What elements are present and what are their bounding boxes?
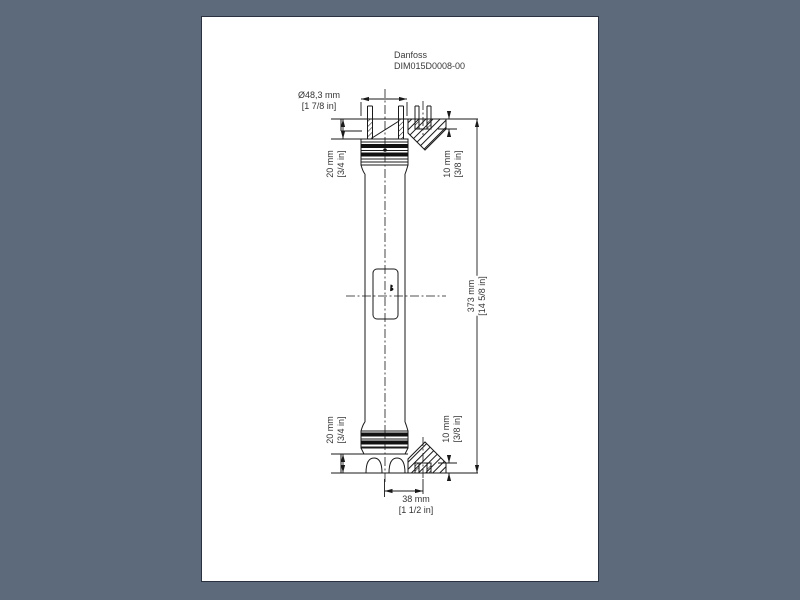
drawing-number: DIM015D0008-00	[394, 61, 466, 71]
nameplate-logo-mark	[390, 284, 393, 291]
drawing-title-block	[394, 50, 465, 72]
brand-name: Danfoss	[394, 50, 428, 60]
dimension-label-top-left-depth: 20 mm [3/4 in]	[325, 150, 346, 178]
dimension-label-bottom-port-offset: 38 mm [1 1/2 in]	[398, 494, 434, 515]
dimension-label-diameter-top: Ø48,3 mm [1 7/8 in]	[297, 90, 341, 111]
nameplate	[373, 269, 398, 319]
dimension-label-bottom-left-depth: 20 mm [3/4 in]	[325, 416, 346, 444]
dimension-label-bottom-right-offset: 10 mm [3/8 in]	[441, 415, 462, 443]
dimension-label-overall-length: 373 mm [14 5/8 in]	[466, 276, 487, 316]
drawing-sheet	[201, 16, 599, 582]
dimension-label-top-right-offset: 10 mm [3/8 in]	[442, 150, 463, 178]
